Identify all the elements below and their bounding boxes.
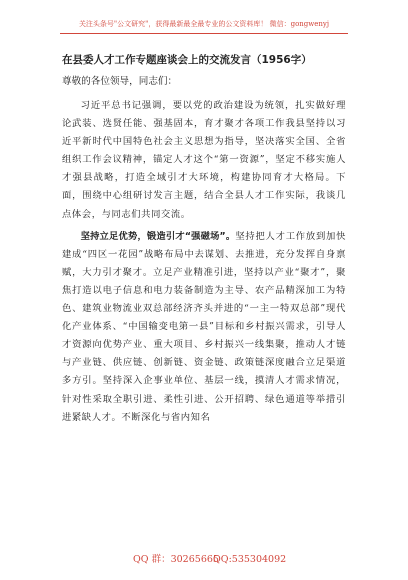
section-heading: 坚持立足优势，锻造引才“强磁场”。 — [80, 230, 236, 242]
banner-text: 关注头条号"公文研究"，获得最新最全最专业的公文资料库！ 微信：gongwenyj — [78, 20, 330, 28]
top-banner — [58, 18, 350, 30]
greeting: 尊敬的各位领导，同志们： — [62, 76, 178, 87]
banner-divider — [60, 33, 348, 34]
qq-group-text: QQ 群：30265665 — [133, 554, 219, 565]
document-body — [62, 52, 346, 427]
footer-contact — [0, 553, 408, 567]
paragraph-section-1 — [62, 228, 346, 427]
section-body: 坚持把人才工作放到加快建成“四区一花园”战略布局中去谋划、去推进，充分发挥自身禀赋，大力引才聚才。立足产业精准引进，坚持以产业“聚才”，聚焦打造以电子信息和电力装备制造为主导、农产品精深加工为特色、建筑业物流业双总部经济齐头并进的“一主一特双总部”现代化产业体系、“中国输变电第一县”目标和乡村振兴需求，引导人才资源向优势产业、重大项目、乡村振兴一线集聚，推动人才链与产业链、供应链、创新链、资金链、政策链深度融合立足渠道多方引。坚持深入企事业单位、基层一线，摸清人才需求情况，针对性采取全职引进、柔性引进、公开招聘、绿色通道等举措引进紧缺人才。不断深化与省内知名 — [62, 230, 346, 423]
paragraph-intro: 习近平总书记强调，要以党的政治建设为统领，扎实做好理论武装、选贤任能、强基固本，育才聚才各项工作我县坚持以习近平新时代中国特色社会主义思想为指导，坚决落实全国、全省组织工作会议精神，锚定人才这个“第一资源”，坚定不移实施人才强县战略，打造全域引才大环境，构建协同育才大格局。下面，围绕中心组研讨发言主题，结合全县人才工作实际，我谈几点体会，与同志们共同交流。 — [62, 100, 346, 220]
document-title: 在县委人才工作专题座谈会上的交流发言（1956字） — [62, 54, 312, 66]
qq-text: QQ:535304092 — [213, 554, 287, 565]
